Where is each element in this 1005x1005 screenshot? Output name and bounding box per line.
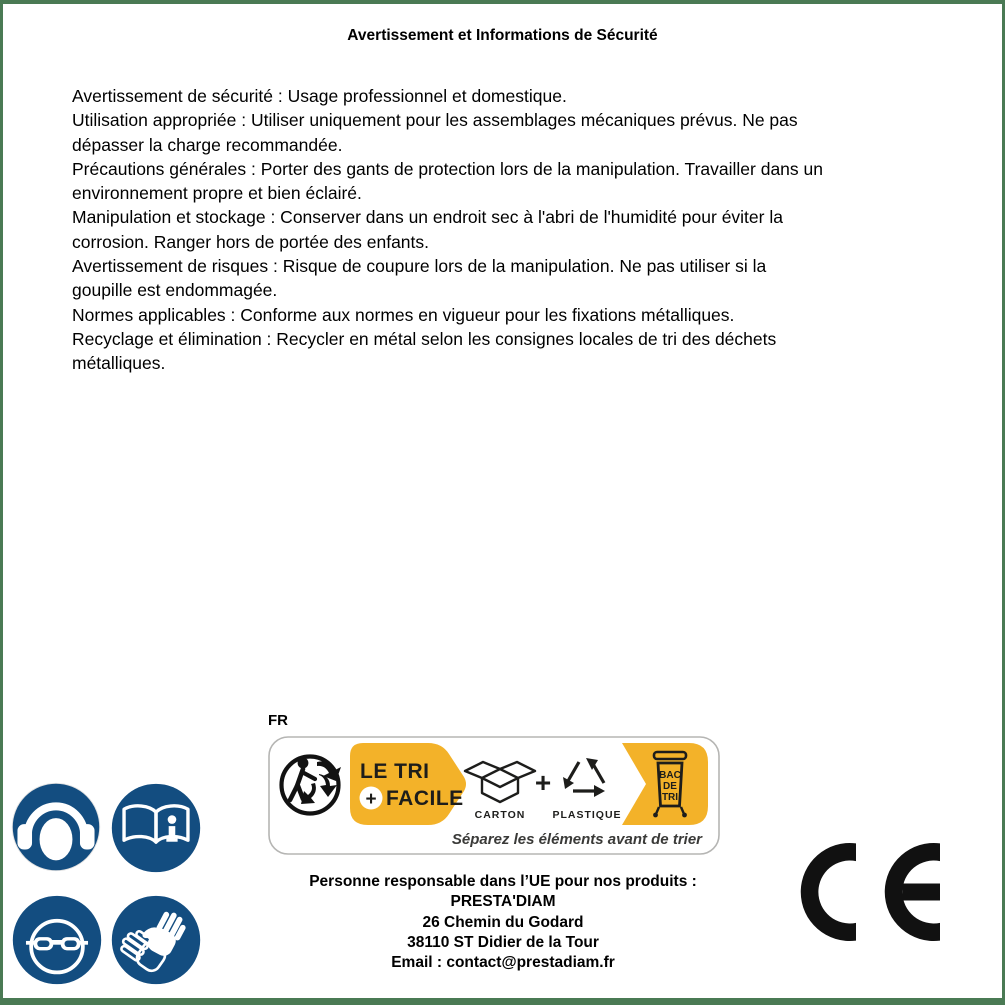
text-line: Précautions générales : Porter des gants de protection lors de la manipulation. Travailler dans un bbox=[72, 158, 823, 179]
tri-facile-recycling-badge bbox=[268, 736, 720, 856]
page-border-bottom bbox=[0, 998, 1005, 1005]
email-line: Email : contact@prestadiam.fr bbox=[391, 954, 615, 972]
text-line: goupille est endommagée. bbox=[72, 280, 278, 301]
company-name: PRESTA'DIAM bbox=[450, 893, 556, 911]
text-line: métalliques. bbox=[72, 353, 166, 374]
page-border-top bbox=[0, 0, 1005, 4]
address-line: 26 Chemin du Godard bbox=[422, 913, 584, 931]
ce-marking-icon bbox=[795, 838, 955, 948]
text-line: environnement propre et bien éclairé. bbox=[72, 183, 362, 204]
sorting-caption: Séparez les éléments avant de trier bbox=[451, 831, 702, 848]
ear-protection-icon bbox=[9, 780, 103, 874]
text-line: Recyclage et élimination : Recycler en métal selon les consignes locales de tri des déchets bbox=[72, 328, 777, 349]
banner-line1: LE TRI bbox=[360, 760, 430, 783]
safety-text-block bbox=[72, 84, 823, 376]
responsible-line: Personne responsable dans l’UE pour nos produits : bbox=[309, 873, 697, 890]
eu-responsible-block bbox=[203, 872, 803, 973]
materials-plus: + bbox=[534, 767, 552, 798]
bin-text-line: TRI bbox=[661, 792, 679, 803]
read-manual-icon bbox=[109, 781, 203, 875]
address-line: 38110 ST Didier de la Tour bbox=[407, 933, 599, 951]
bin-text-line: BAC bbox=[659, 770, 681, 781]
text-line: Avertissement de risques : Risque de coupure lors de la manipulation. Ne pas utiliser si la bbox=[72, 256, 767, 277]
protective-gloves-icon bbox=[109, 893, 203, 987]
eye-protection-icon bbox=[10, 893, 104, 987]
banner-line2: FACILE bbox=[386, 787, 464, 810]
text-line: dépasser la charge recommandée. bbox=[72, 134, 343, 155]
fr-region-label: FR bbox=[268, 712, 288, 729]
plastique-label: PLASTIQUE bbox=[552, 809, 622, 821]
page-title: Avertissement et Informations de Sécurité bbox=[347, 27, 658, 44]
carton-label: CARTON bbox=[474, 809, 526, 821]
plus-symbol: + bbox=[365, 789, 377, 810]
text-line: Manipulation et stockage : Conserver dans un endroit sec à l'abri de l'humidité pour éviter la bbox=[72, 207, 783, 228]
text-line: Normes applicables : Conforme aux normes en vigueur pour les fixations métalliques. bbox=[72, 304, 735, 325]
page-border-left bbox=[0, 0, 3, 1005]
text-line: Utilisation appropriée : Utiliser uniquement pour les assemblages mécaniques prévus. Ne pas bbox=[72, 110, 798, 131]
text-line: corrosion. Ranger hors de portée des enfants. bbox=[72, 231, 430, 252]
text-line: Avertissement de sécurité : Usage professionnel et domestique. bbox=[72, 86, 567, 106]
tri-banner-left bbox=[350, 743, 466, 825]
bin-text-line: DE bbox=[663, 781, 677, 792]
